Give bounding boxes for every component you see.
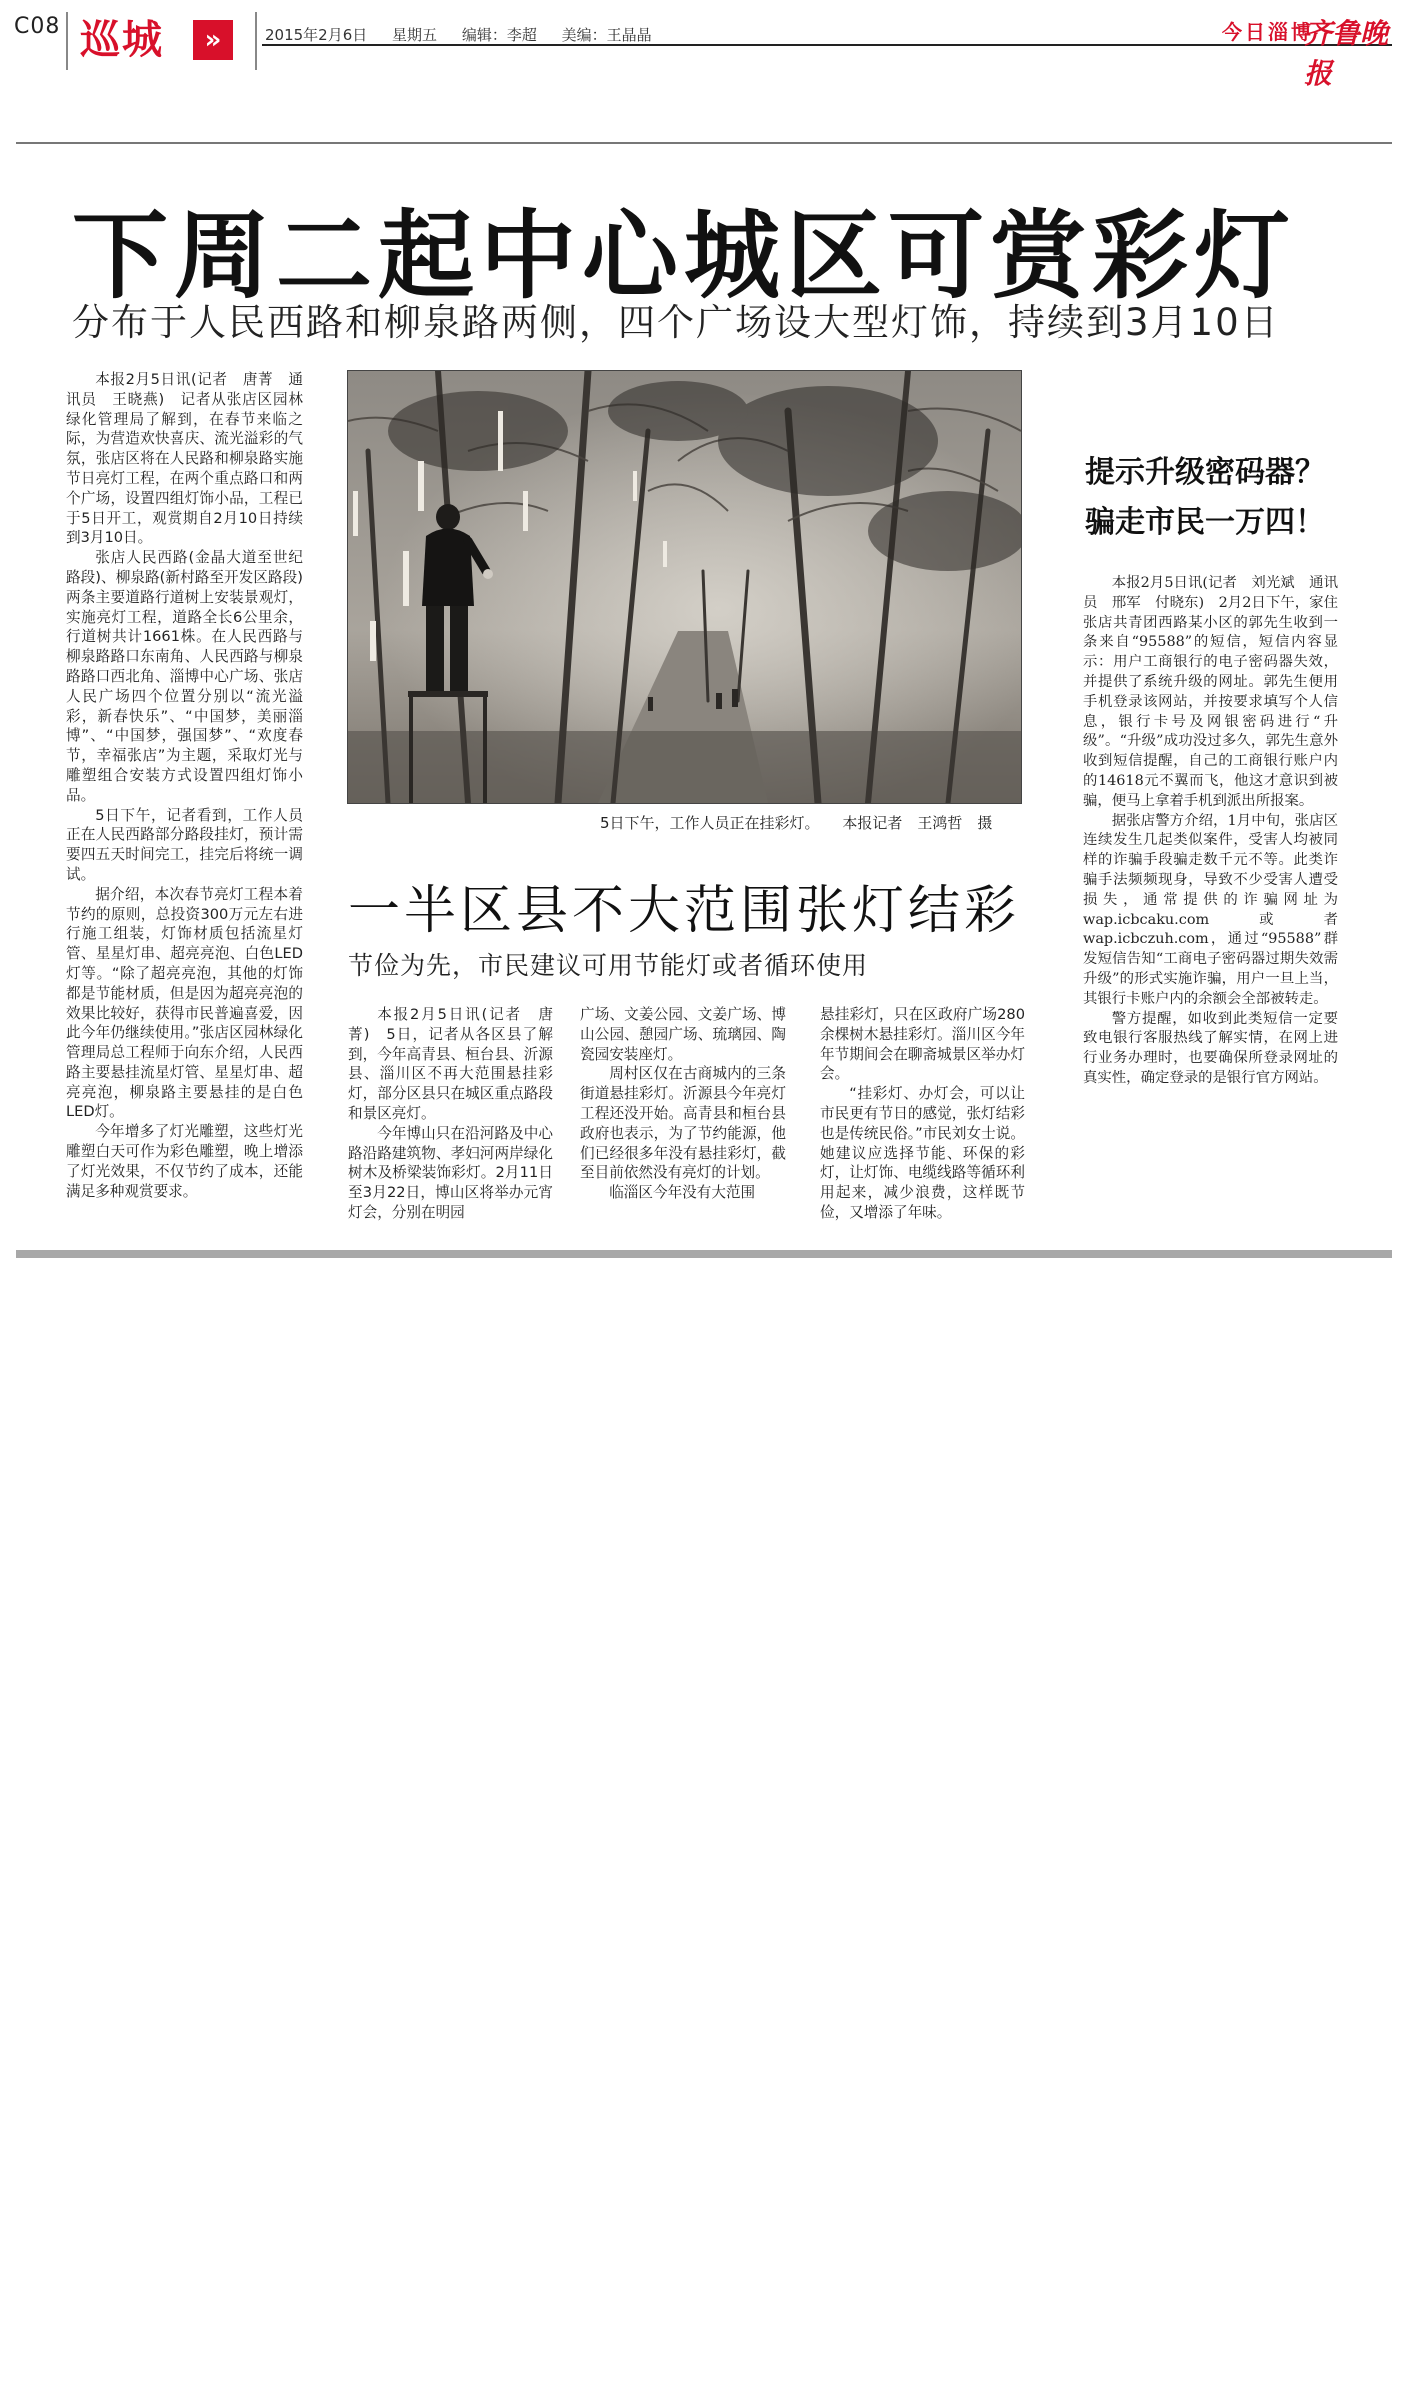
- paragraph: 临淄区今年没有大范围: [609, 1184, 756, 1202]
- section-title: 巡城: [80, 16, 164, 63]
- paragraph: 张店人民西路(金晶大道至世纪路段)、柳泉路(新村路至开发区路段)两条主要道路行道树上安装景观灯，实施亮灯工程，道路全长6公里余，行道树共计1661株。在人民西路与柳泉路路口东南角、人民西路与柳泉路路口西北角、淄博中心广场、张店人民广场四个位置分别以“流光溢彩，新春快乐”、“中国梦，美丽淄博”、“中国梦，强国梦”、“欢度春节，幸福张店”为主题，采取灯光与雕塑组合安装方式设置四组灯饰小品。: [66, 549, 303, 804]
- issue-date: 2015年2月6日: [265, 26, 368, 44]
- photo-credit: 本报记者 王鸿哲 摄: [842, 814, 993, 832]
- paragraph: 5日下午，记者看到，工作人员正在人民西路部分路段挂灯，预计需要四五天时间完工，挂完后将统一调试。: [66, 806, 303, 883]
- editor-credit: 编辑：李超: [461, 26, 537, 44]
- header-divider-2: [255, 12, 257, 70]
- paragraph: 本报2月5日讯(记者 刘光斌 通讯员 邢军 付晓东) 2月2日下午，家住张店共青团西路某小区的郭先生收到一条来自“95588”的短信，短信内容显示：用户工商银行的电子密码器失效，并提供了系统升级的网址。郭先生便用手机登录该网站，并按要求填写个人信息，银行卡号及网银密码进行“升级”。“升级”成功没过多久，郭先生意外收到短信提醒，自己的工商银行账户内的14618元不翼而飞，他这才意识到被骗，便马上拿着手机到派出所报案。: [1083, 575, 1338, 809]
- second-story-col-3: [820, 1005, 1025, 1223]
- second-story-col-2: [580, 1005, 786, 1203]
- second-subheadline: 节俭为先，市民建议可用节能灯或者循环使用: [348, 951, 869, 980]
- brand-logo: 齐鲁晚报: [1304, 17, 1389, 90]
- photo-illustration: [348, 371, 1021, 803]
- header-meta: [265, 24, 672, 45]
- brand-subtitle: 今日淄博: [1222, 20, 1314, 44]
- top-rule: [16, 142, 1392, 144]
- paragraph: 据张店警方介绍，1月中旬，张店区连续发生几起类似案件，受害人均被同样的诈骗手段骗走数千元不等。此类诈骗手法频频现身，导致不少受害人遭受损失，通常提供的诈骗网址为wap.icbcaku.com或者wap.icbczuh.com，通过“95588”群发短信告知“工商电子密码器过期失效需升级”的形式实施诈骗，用户一旦上当，其银行卡账户内的余额会全部被转走。: [1083, 812, 1338, 1007]
- double-chevron-right-icon: »: [193, 20, 233, 60]
- side-headline-line-1: 提示升级密码器？: [1085, 455, 1325, 490]
- designer-credit: 美编：王晶晶: [561, 26, 652, 44]
- paragraph: 本报2月5日讯(记者 唐菁 通讯员 王晓燕) 记者从张店区园林绿化管理局了解到，在春节来临之际，为营造欢快喜庆、流光溢彩的气氛，张店区将在人民路和柳泉路实施节日亮灯工程，在两个重点路口和两个广场，设置四组灯饰小品，工程已于5日开工，观赏期自2月10日持续到3月10日。: [66, 371, 303, 547]
- paragraph: 今年增多了灯光雕塑，这些灯光雕塑白天可作为彩色雕塑，晚上增添了灯光效果，不仅节约了成本，还能满足多种观赏要求。: [66, 1123, 303, 1200]
- main-headline: 下周二起中心城区可赏彩灯: [72, 200, 1296, 312]
- second-headline: 一半区县不大范围张灯结彩: [348, 881, 1021, 941]
- paragraph: “挂彩灯、办灯会，可以让市民更有节日的感觉，张灯结彩也是传统民俗。”市民刘女士说。她建议应选择节能、环保的彩灯，让灯饰、电缆线路等循环利用起来，减少浪费，这样既节俭，又增添了年味。: [820, 1085, 1025, 1221]
- side-headline: [1085, 448, 1325, 548]
- bottom-band: [16, 1250, 1392, 1258]
- main-subheadline: 分布于人民西路和柳泉路两侧，四个广场设大型灯饰，持续到3月10日: [72, 301, 1280, 344]
- issue-weekday: 星期五: [392, 26, 438, 44]
- second-story-col-1: [348, 1005, 553, 1223]
- main-story-body: [66, 370, 303, 1201]
- side-headline-line-2: 骗走市民一万四！: [1085, 505, 1325, 540]
- paragraph: 周村区仅在古商城内的三条街道悬挂彩灯。沂源县今年亮灯工程还没开始。高青县和桓台县政府也表示，为了节约能源，他们已经很多年没有悬挂彩灯，截至目前依然没有亮灯的计划。: [580, 1065, 786, 1182]
- paragraph: 广场、文姜公园、文姜广场、博山公园、憩园广场、琉璃园、陶瓷园安装座灯。: [580, 1006, 786, 1063]
- paragraph: 警方提醒，如收到此类短信一定要致电银行客服热线了解实情，在网上进行业务办理时，也要确保所登录网址的真实性，确定登录的是银行官方网站。: [1083, 1010, 1338, 1086]
- header-divider: [66, 12, 68, 70]
- photo-caption: [600, 812, 1010, 833]
- side-story-body: [1083, 574, 1338, 1089]
- paragraph: 据介绍，本次春节亮灯工程本着节约的原则，总投资300万元左右进行施工组装，灯饰材质包括流星灯管、星星灯串、超亮亮泡、白色LED灯等。“除了超亮亮泡，其他的灯饰都是节能材质，但是因为超亮亮泡的效果比较好，获得市民普遍喜爱，因此今年仍继续使用。”张店区园林绿化管理局总工程师于向东介绍，人民西路主要悬挂流星灯管、星星灯串、超亮亮泡，柳泉路主要悬挂的是白色LED灯。: [66, 885, 303, 1121]
- page-number: C08: [14, 14, 61, 39]
- news-photo: [347, 370, 1022, 804]
- paragraph: 悬挂彩灯，只在区政府广场280余棵树木悬挂彩灯。淄川区今年年节期间会在聊斋城景区举办灯会。: [820, 1006, 1025, 1083]
- caption-text: 5日下午，工作人员正在挂彩灯。: [600, 814, 820, 832]
- paragraph: 今年博山只在沿河路及中心路沿路建筑物、孝妇河两岸绿化树木及桥梁装饰彩灯。2月11日至3月22日，博山区将举办元宵灯会，分别在明园: [348, 1124, 553, 1221]
- paragraph: 本报2月5日讯(记者 唐菁) 5日，记者从各区县了解到，今年高青县、桓台县、沂源县、淄川区不再大范围悬挂彩灯，部分区县只在城区重点路段和景区亮灯。: [348, 1006, 553, 1122]
